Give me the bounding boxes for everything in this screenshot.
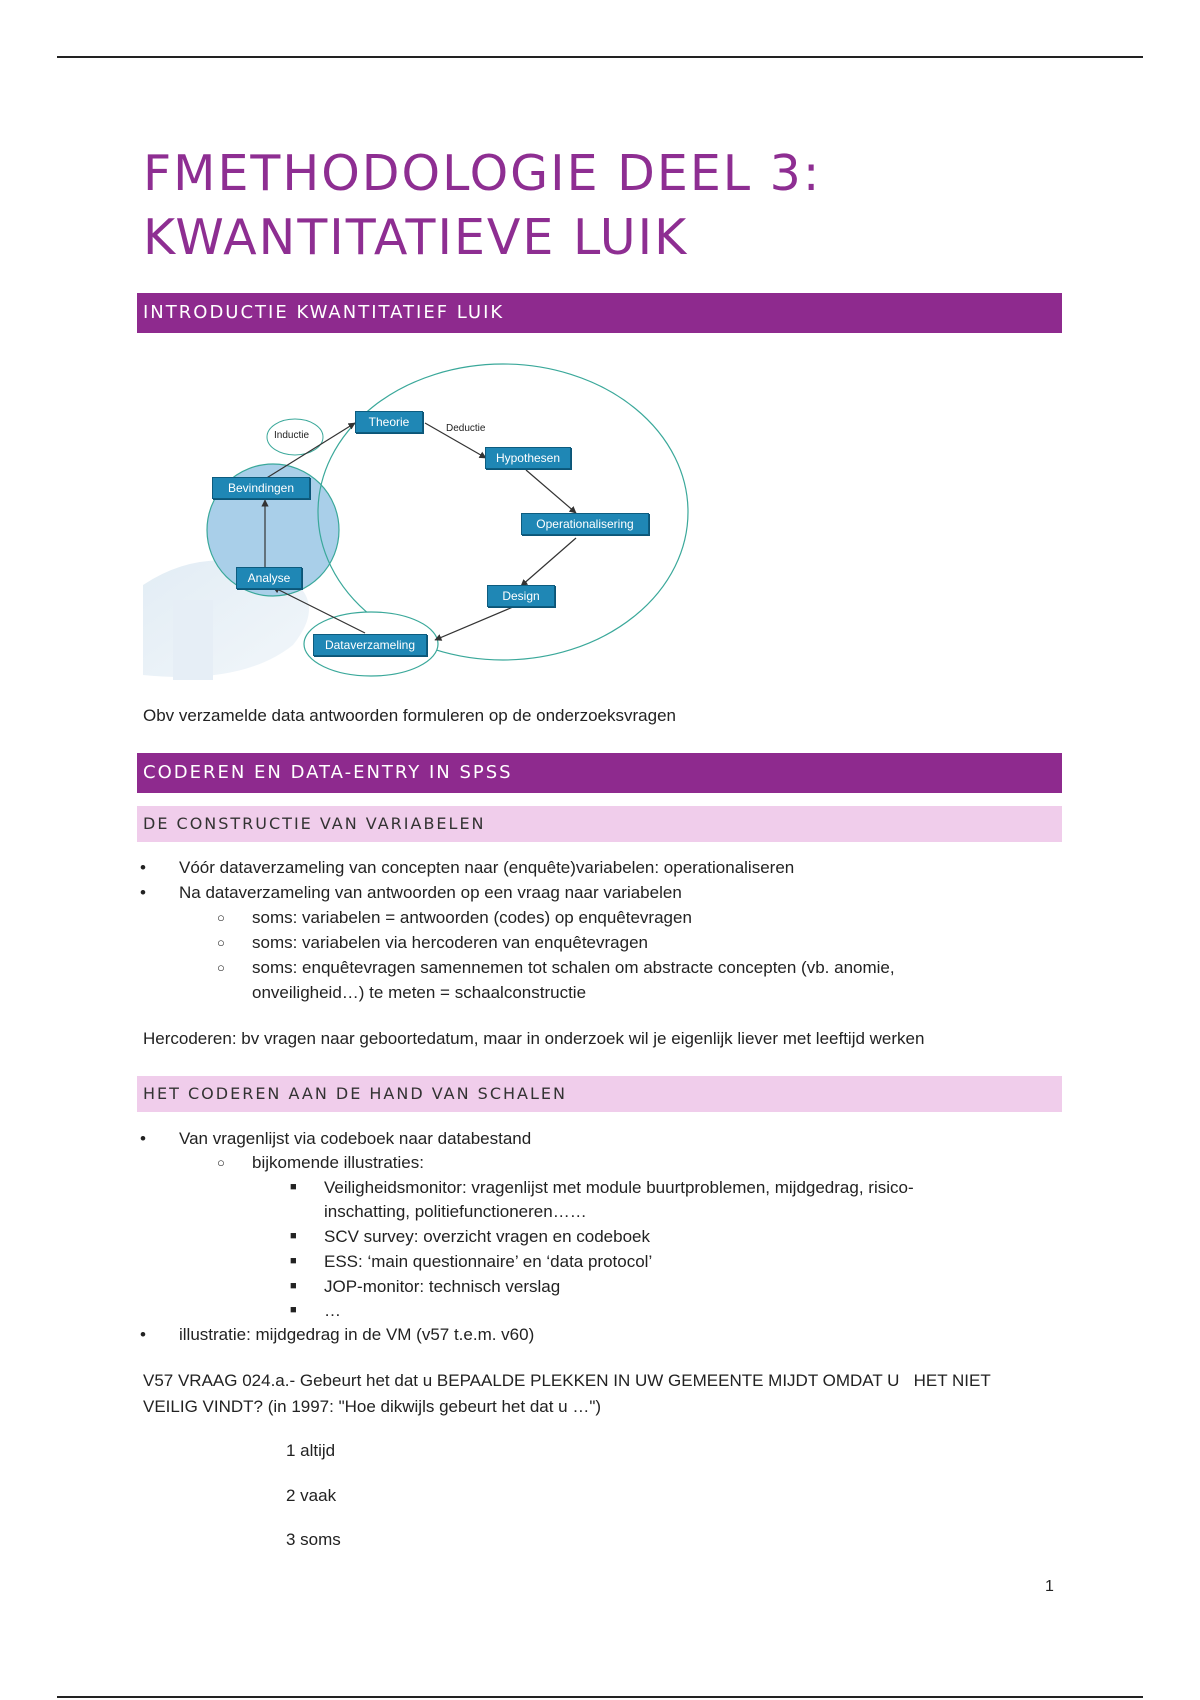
bullet: • [140,883,146,902]
node-operationalisering: Operationalisering [521,513,649,535]
answer-option: 2 vaak [286,1486,337,1505]
square-bullet: ■ [290,1304,297,1316]
subsub-list-item [137,1274,1062,1298]
subsub-list-item [137,1175,1062,1199]
watermark-shape-2 [173,600,213,680]
subsub-item-text: SCV survey: overzicht vragen en codeboek [324,1227,651,1246]
question-line-1: V57 VRAAG 024.a.- Gebeurt het dat u BEPAALDE PLEKKEN IN UW GEMEENTE MIJDT OMDAT U HET NIET [143,1371,991,1390]
subsub-item-text: ESS: ‘main questionnaire’ en ‘data protocol’ [324,1252,653,1271]
document-title [137,142,1062,270]
subheading-scales: HET CODEREN AAN DE HAND VAN SCHALEN [137,1076,1062,1112]
list-item [137,855,1062,880]
label-deductie: Deductie [446,423,486,434]
square-bullet: ■ [290,1230,297,1242]
label-inductie: Inductie [274,430,310,441]
bullet: • [140,1129,146,1148]
bullet: • [140,858,146,877]
construct-list [137,855,1062,1005]
sub-list-item [137,905,1062,930]
sub-list-item-continued [137,980,1062,1005]
subsub-item-text: inschatting, politiefunctioneren…… [324,1202,587,1221]
node-hypothesen: Hypothesen [485,447,571,469]
subsub-list-item [137,1224,1062,1249]
list-item [137,1126,1062,1150]
subsub-item-text: … [324,1301,341,1320]
title-line-1: FMETHODOLOGIE DEEL 3: [143,145,822,202]
sub-item-text: bijkomende illustraties: [252,1153,424,1172]
arrow-hypothesen-operationalisering [526,470,576,513]
subsub-item-text: Veiligheidsmonitor: vragenlijst met module buurtproblemen, mijdgedrag, risico- [324,1178,914,1197]
answer-option: 3 soms [286,1530,341,1549]
question-line-2: VEILIG VINDT? (in 1997: "Hoe dikwijls gebeurt het dat u …") [143,1397,602,1416]
list-item [137,880,1062,905]
node-design: Design [487,585,555,607]
bottom-rule [57,1696,1143,1698]
circle-bullet: ○ [217,910,225,925]
section-heading-intro: INTRODUCTIE KWANTITATIEF LUIK [137,293,1062,333]
subheading-construct: DE CONSTRUCTIE VAN VARIABELEN [137,806,1062,842]
hercoderen-text: Hercoderen: bv vragen naar geboortedatum, maar in onderzoek wil je eigenlijk liever met leeftijd werken [143,1029,925,1048]
top-rule [57,56,1143,58]
sub-item-text: soms: variabelen = antwoorden (codes) op enquêtevragen [252,908,692,927]
arrow-design-dataverzameling [435,607,513,640]
subsub-list-item [137,1249,1062,1274]
list-item-text: illustratie: mijdgedrag in de VM (v57 t.e.m. v60) [179,1325,535,1344]
section-heading-coding: CODEREN EN DATA-ENTRY IN SPSS [137,753,1062,793]
square-bullet: ■ [290,1255,297,1267]
list-item-text: Vóór dataverzameling van concepten naar (enquête)variabelen: operationaliseren [179,858,795,877]
list-item-text: Na dataverzameling van antwoorden op een vraag naar variabelen [179,883,682,902]
list-item [137,1322,1062,1347]
square-bullet: ■ [290,1181,297,1193]
list-item-text: Van vragenlijst via codeboek naar databestand [179,1129,532,1148]
circle-bullet: ○ [217,935,225,950]
answer-option: 1 altijd [286,1441,336,1460]
sub-list-item [137,955,1062,980]
circle-bullet: ○ [217,1155,225,1170]
subsub-list-item-continued [137,1199,1062,1224]
subsub-item-text: JOP-monitor: technisch verslag [324,1277,561,1296]
node-theorie: Theorie [355,411,423,433]
node-analyse: Analyse [236,567,302,589]
bullet: • [140,1325,146,1344]
scales-list [137,1126,1062,1347]
research-cycle-diagram [143,355,703,685]
node-bevindingen: Bevindingen [212,477,310,499]
node-dataverzameling: Dataverzameling [313,634,427,656]
intro-text: Obv verzamelde data antwoorden formuleren op de onderzoeksvragen [143,706,676,725]
circle-bullet: ○ [217,960,225,975]
sub-item-text: soms: enquêtevragen samennemen tot schalen om abstracte concepten (vb. anomie, [252,958,895,977]
title-line-2: KWANTITATIEVE LUIK [143,209,689,266]
sub-item-text: onveiligheid…) te meten = schaalconstructie [252,983,587,1002]
subsub-list-item [137,1298,1062,1322]
sub-list-item [137,1150,1062,1175]
sub-list-item [137,930,1062,955]
arrow-operationalisering-design [521,538,576,586]
sub-item-text: soms: variabelen via hercoderen van enquêtevragen [252,933,648,952]
page-number: 1 [1045,1578,1054,1595]
square-bullet: ■ [290,1280,297,1292]
